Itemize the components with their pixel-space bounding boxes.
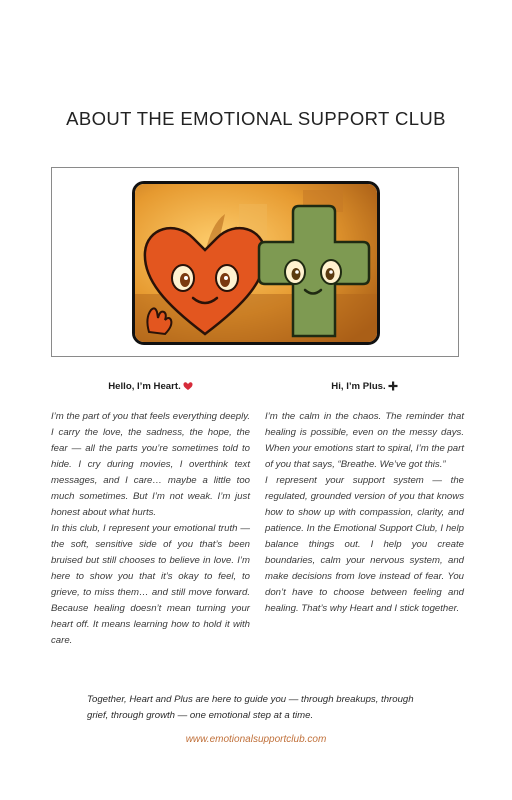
plus-icon	[388, 381, 398, 395]
red-heart-icon	[183, 381, 193, 395]
plus-column	[265, 380, 464, 617]
closing-statement: Together, Heart and Plus are here to guide you — through breakups, through grief, through growth — one emotional step at a time.	[87, 694, 414, 721]
heart-column	[51, 380, 250, 649]
plus-paragraph-1: I’m the calm in the chaos. The reminder that healing is possible, even on the messy days. When your emotions start to spiral, I’m the part of you that says, “Breathe. We’ve got this.”	[265, 411, 464, 470]
plus-paragraph-2: I represent your support system — the regulated, grounded version of you that knows how to show up with compassion, clarity, and patience. In the Emotional Support Club, I help balance things out. I help you create boundaries, calm your nervous system, and make decisions from love instead of fear. You don’t have to choose between feeling and healing. That’s why Heart and I stick together.	[265, 475, 464, 614]
heart-paragraph-2: In this club, I represent your emotional truth — the soft, sensitive side of you that’s been bruised but still chooses to believe in love. I’m here to show you that it’s okay to feel, to grieve, to miss them… and still move forward. Because healing doesn’t mean turning your heart off. It means learning how to hold it with care.	[51, 523, 250, 646]
page-title: ABOUT THE EMOTIONAL SUPPORT CLUB	[66, 108, 446, 129]
heart-heading: Hello, I’m Heart.	[51, 380, 250, 393]
heart-paragraph-1: I’m the part of you that feels everything deeply. I carry the love, the sadness, the hope, the fear — all the parts you’re sometimes told to hide. I cry during movies, I overthink text messages, and I care… maybe a little too much sometimes. But I’m not weak. I’m just honest about what hurts.	[51, 411, 250, 518]
plus-heading: Hi, I’m Plus.	[265, 380, 464, 393]
heart-and-plus-illustration	[132, 181, 380, 345]
website-link[interactable]: www.emotionalsupportclub.com	[185, 734, 327, 745]
